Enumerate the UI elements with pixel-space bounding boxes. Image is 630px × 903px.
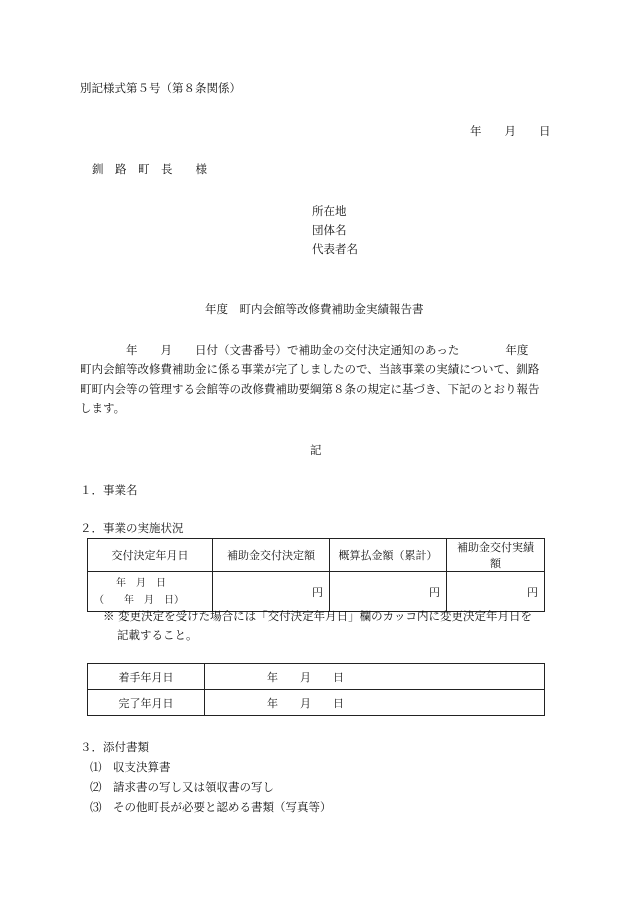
section1-heading: １．事業名 — [80, 483, 138, 497]
form-id: 別記様式第５号（第８条関係） — [80, 81, 241, 95]
header-cell-actual-amount: 補助金交付実績額 — [447, 539, 545, 572]
note-line-1: ※ 変更決定を受けた場合には「交付決定年月日」欄のカッコ内に変更決定年月日を — [103, 609, 533, 623]
document-title: 年度 町内会館等改修費補助金実績報告書 — [205, 302, 424, 316]
advance-amount-cell[interactable] — [330, 572, 447, 612]
attachment-item-1: ⑴ 収支決算書 — [90, 760, 171, 774]
table-data-row — [88, 572, 545, 612]
header-cell-decision-amount: 補助金交付決定額 — [213, 539, 330, 572]
table-header-row — [88, 539, 545, 572]
start-date-value[interactable]: 年 月 日 — [205, 664, 545, 690]
date-line-1: 年 月 日 — [116, 577, 166, 589]
end-date-row — [88, 690, 545, 716]
body-line-3: 町町内会等の管理する会館等の改修費補助要綱第８条の規定に基づき、下記のとおり報告 — [80, 382, 540, 396]
date-line-2: （ 年 月 日） — [94, 594, 184, 606]
dates-table — [87, 663, 545, 716]
rep-label: 代表者名 — [312, 242, 358, 256]
org-label: 団体名 — [312, 223, 347, 237]
implementation-table — [87, 538, 545, 612]
start-date-row — [88, 664, 545, 690]
yen-unit: 円 — [429, 585, 440, 599]
date-line: 年 月 日 — [470, 124, 551, 138]
actual-amount-cell[interactable] — [447, 572, 545, 612]
decision-amount-cell[interactable] — [213, 572, 330, 612]
section2-heading: ２．事業の実施状況 — [80, 521, 184, 535]
addressee: 釧 路 町 長 様 — [92, 162, 207, 176]
address-label: 所在地 — [312, 204, 347, 218]
yen-unit: 円 — [527, 585, 538, 599]
attachment-item-3: ⑶ その他町長が必要と認める書類（写真等） — [90, 800, 332, 814]
note-line-2: 記載すること。 — [117, 628, 198, 642]
ki-mark: 記 — [310, 443, 322, 457]
attachment-item-2: ⑵ 請求書の写し又は領収書の写し — [90, 780, 274, 794]
body-line-4: します。 — [80, 401, 126, 415]
end-date-value[interactable]: 年 月 日 — [205, 690, 545, 716]
section3-heading: ３．添付書類 — [80, 740, 149, 754]
header-cell-advance-amount: 概算払金額（累計） — [330, 539, 447, 572]
start-date-label: 着手年月日 — [88, 664, 205, 690]
end-date-label: 完了年月日 — [88, 690, 205, 716]
body-line-1: 年 月 日付（文書番号）で補助金の交付決定通知のあった 年度 — [80, 343, 529, 357]
header-cell-decision-date: 交付決定年月日 — [88, 539, 213, 572]
yen-unit: 円 — [312, 585, 323, 599]
body-line-2: 町内会館等改修費補助金に係る事業が完了しましたので、当該事業の実績について、釧路 — [80, 362, 540, 376]
date-cell[interactable] — [88, 572, 213, 612]
